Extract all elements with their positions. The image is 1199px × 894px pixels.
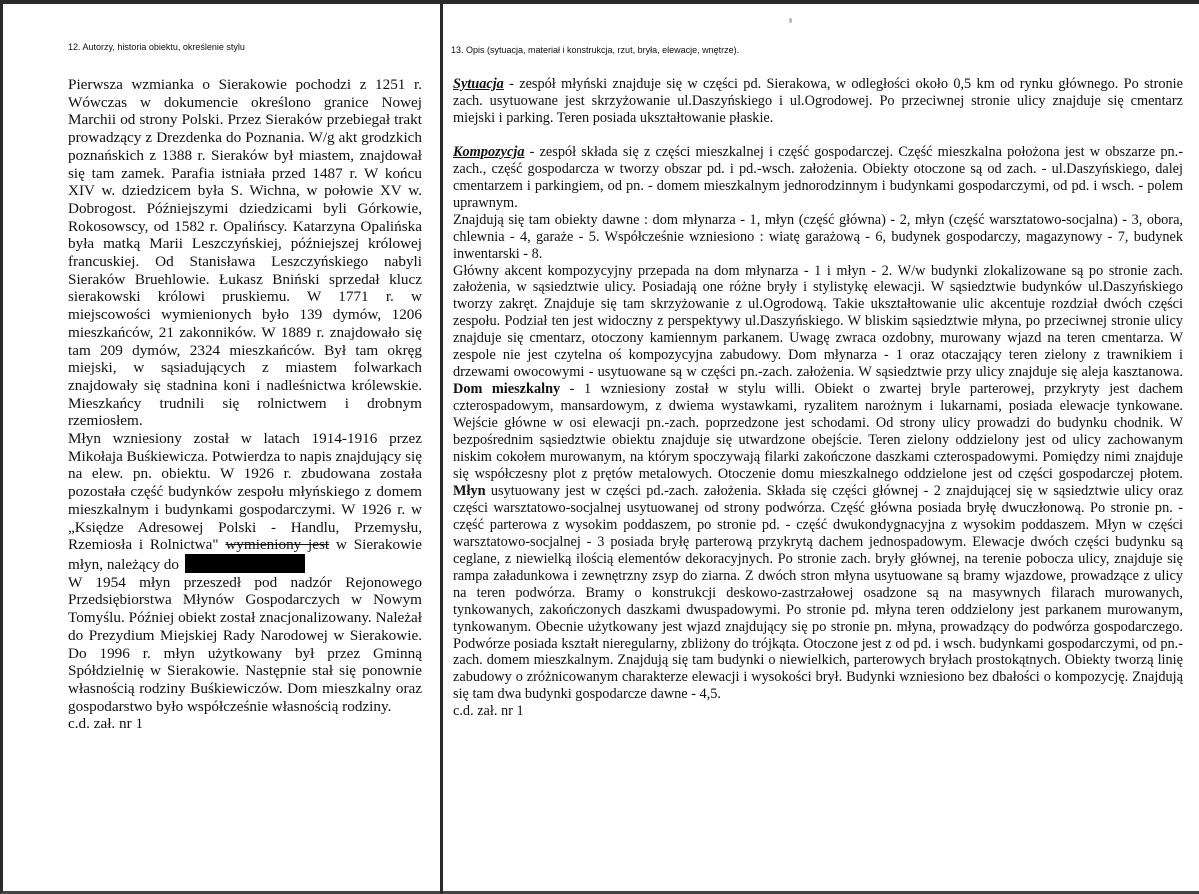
accent-paragraph xyxy=(453,263,1183,704)
mill-history-text: Młyn wzniesiony został w latach 1914-1916 przez Mikołaja Buśkiewicza. Potwierdza to napis znajdujący się na elew. pn. obiektu. W 1926 r. zbudowana została pozostała część budynków zespołu młyńskiego z domem mieszkalnym i budynkami gospodarczymi. W 1926 r. w „Księdze Adresowej Polski - Handlu, Przemysłu, Rzemiosła i Rolnictwa" xyxy=(68,430,422,554)
situation-label: Sytuacja xyxy=(453,76,504,92)
situation-text: - zespół młyński znajduje się w części pd. Sierakowa, w odległości około 0,5 km od rynku głównego. Po stronie zach. usytuowane jest skrzyżowanie ul.Daszyńskiego i ul.Ogrodowej. Po przeciwnej stronie ulicy znajduje się cmentarz miejski i parking. Teren posiada ukształtowanie płaskie. xyxy=(453,76,1183,126)
description-column xyxy=(453,76,1183,720)
struck-text: wymieniony jest xyxy=(225,536,330,554)
right-continuation-note: c.d. zał. nr 1 xyxy=(453,703,524,720)
mill-history-paragraph xyxy=(68,430,422,574)
history-column xyxy=(68,76,422,733)
house-label: Dom mieszkalny xyxy=(453,381,561,398)
composition-label: Kompozycja xyxy=(453,143,525,160)
owner-text: w Sierakowie młyn, należący do xyxy=(68,536,423,573)
column-divider xyxy=(440,0,443,894)
history-paragraph: Pierwsza wzmianka o Sierakowie pochodzi z 1251 r. Wówczas w dokumencie określono granice Nowej Marchii od strony Polski. Przez Sieraków przebiegał trakt prowadzący z Drezdenka do Poznania. W/g akt grodzkich poznańskich z 1388 r. Sieraków był miastem, znajdował się tam zamek. Parafia istniała przed 1487 r. W końcu XIV w. dziedzicem była S. Wichna, w połowie XV w. Dobrogost. Późniejszymi dziedzicami byli Górkowie, Rokosowscy, od 1582 r. Opalińscy. Katarzyna Opalińska była matką Marii Leszczyńskiej, późniejszej królowej francuskiej. Od Stanisława Leszczyńskiego nabyli Sieraków Bruehlowie. Łukasz Bniński sprzedał klucz sierakowski królowi pruskiemu. W 1771 r. w miejscowości wymienionych było 139 dymów, 1206 mieszkańców, 21 zakonników. W 1889 r. znajdowało się tam 209 dymów, 2324 mieszkańców. Był tam okręg miejski, w sąsiadujących z miastem folwarkach znajdowały się stadnina koni i nadleśnictwa królewskie. Mieszkańcy trudnili się rolnictwem i drobnym rzemiosłem. xyxy=(68,76,422,430)
house-text: - 1 wzniesiony został w stylu willi. Obiekt o zwartej bryle parterowej, przykryty jest dachem czterospadowym, mansardowym, z dwiema wystawkami, ryzalitem narożnym i lukarnami, posiada elewacje tynkowane. Wejście główne w osi elewacji pn.-zach. poprzedzone jest schodami. Od strony ulicy prowadzi do budynku chodnik. W bezpośrednim sąsiedztwie obiektu znajduje się utwardzone obejście. Teren zielony oddzielony jest od ulicy zachowanym niskim cokołem murowanym, na którym spoczywają filarki zakończone daszkami czterospadowymi. Pomiędzy nimi znajduje się współczesny plot z prętów metalowych. Otoczenie domu mieszkalnego oddzielone jest od części gospodarczej płotem. xyxy=(453,381,1183,482)
mill-text: usytuowany jest w części pd.-zach. założenia. Składa się części głównej - 2 znajdującej się w sąsiedztwie ulicy oraz części warsztatowo-socjalnej usytuowanej od strony podwórza. Część główna posiada bryłę dwuczłonową. Po stronie pn. - część parterowa z wysokim poddaszem, po stronie pd. - część dwukondygnacyjna z wysokim poddaszem. Młyn w części warsztatowo-socjalnej - 3 posiada bryłę parterową przykrytą dachem jednospadowym. Elewacje dwóch części budynku są ceglane, z niewielką ilością elementów dekoracyjnych. Po stronie zach. bryły głównej, na terenie pobocza ulicy, znajduje się rampa załadunkowa i zewnętrzny zsyp do ziarna. Z dwóch stron młyna usytuowane są bramy wjazdowe, prowadzące z ulicy na teren podwórza. Bramy o konstrukcji deskowo-zastrzałowej osadzone są na masywnych filarach murowanych, tynkowanych, zakończonych daszkami dwuspadowymi. Po stronie pd. młyna teren oddzielony jest parkanem murowanym, tynkowanym. Obecnie użytkowany jest wjazd znajdujący się po stronie pn. młyna, prowadzący do podwórza gospodarczego. Podwórze posiada kształt nieregularny, zbliżony do trójkąta. Otoczone jest z od pd. i wsch. budynkami gospodarczymi, od pn.-zach. domem mieszkalnym. Znajdują się tam budynki o niewielkich, parterowych bryłach prostokątnych. Obiekty tworzą linię zabudowy o zróżnicowanym charakterze elewacji i wysokości brył. Budynki wzniesiono bez dbałości o kompozycję. Znajdują się tam dwa budynki gospodarcze dawne - 4,5. xyxy=(453,482,1183,703)
left-continuation-note: c.d. zał. nr 1 xyxy=(68,715,144,733)
mill-label: Młyn xyxy=(453,482,486,499)
section-12-header: 12. Autorzy, historia obiektu, określenie stylu xyxy=(68,42,245,52)
objects-paragraph: Znajdują się tam obiekty dawne : dom młynarza - 1, młyn (część główna) - 2, młyn (część warsztatowo-socjalna) - 3, obora, chlewnia - 4, garaże - 5. Współcześnie wzniesiono : wiatę garażową - 6, budynek gospodarczy, magazynowy - 7, budynek inwentarski - 8. xyxy=(453,211,1183,262)
accent-text: Główny akcent kompozycyjny przepada na dom młynarza - 1 i młyn - 2. W/w budynki zlokalizowane są po stronie zach. założenia, w sąsiedztwie ulicy. Posiadają one różne bryły i stylistykę elewacji. W sąsiedztwie budynków ul.Daszyńskiego tworzy zakręt. Znajduje się tam skrzyżowanie z ul.Ogrodową. Takie ukształtowanie ulic akcentuje rozdział dwóch części zespołu. Podział ten jest widoczny z perspektywy ul.Daszyńskiego. W bliskim sąsiedztwie młyna, po przeciwnej stronie ulicy znajduje się cmentarz, otoczony kamiennym parkanem. Uwagę zwraca ozdobny, murowany wjazd na teren cmentarza. W zespole nie jest czytelna oś kompozycyjna zabudowy. Dom młynarza - 1 oraz otaczający teren zielony z trawnikiem i drzewami owocowymi - usytuowane są w części pn.-zach. założenia. W sąsiedztwie przy ulicy znajduje się aleja kasztanowa. xyxy=(453,262,1183,381)
redaction-block xyxy=(185,554,305,573)
section-13-header: 13. Opis (sytuacja, materiał i konstrukcja, rzut, bryła, elewacje, wnętrze). xyxy=(451,45,740,55)
composition-paragraph xyxy=(453,144,1183,212)
situation-paragraph xyxy=(453,76,1183,127)
paragraph-gap xyxy=(453,127,1183,144)
scan-mark xyxy=(789,18,792,23)
composition-text: - zespół składa się z części mieszkalnej i część gospodarczej. Część mieszkalna położona jest w obszarze pn.-zach., część gospodarcza w tworzy obszar pd. i pd.-wsch. założenia. Obiekty otoczone są od zach. - ul.Daszyńskiego, dalej cmentarzem i parkingiem, od pn. - domem mieszkalnym jednorodzinnym i budynkami gospodarczymi, od pd. i wsch. - polem uprawnym. xyxy=(453,143,1183,211)
later-history-paragraph: W 1954 młyn przeszedł pod nadzór Rejonowego Przedsiębiorstwa Młynów Gospodarczych w Nowym Tomyślu. Później obiekt został znacjonalizowany. Należał do Prezydium Miejskiej Rady Narodowej w Sierakowie. Do 1996 r. młyn użytkowany był przez Gminną Spółdzielnię w Sierakowie. Następnie stał się ponownie własnością rodziny Buśkiewiczów. Dom mieszkalny oraz gospodarstwo było współcześnie własnością rodziny. xyxy=(68,573,422,715)
